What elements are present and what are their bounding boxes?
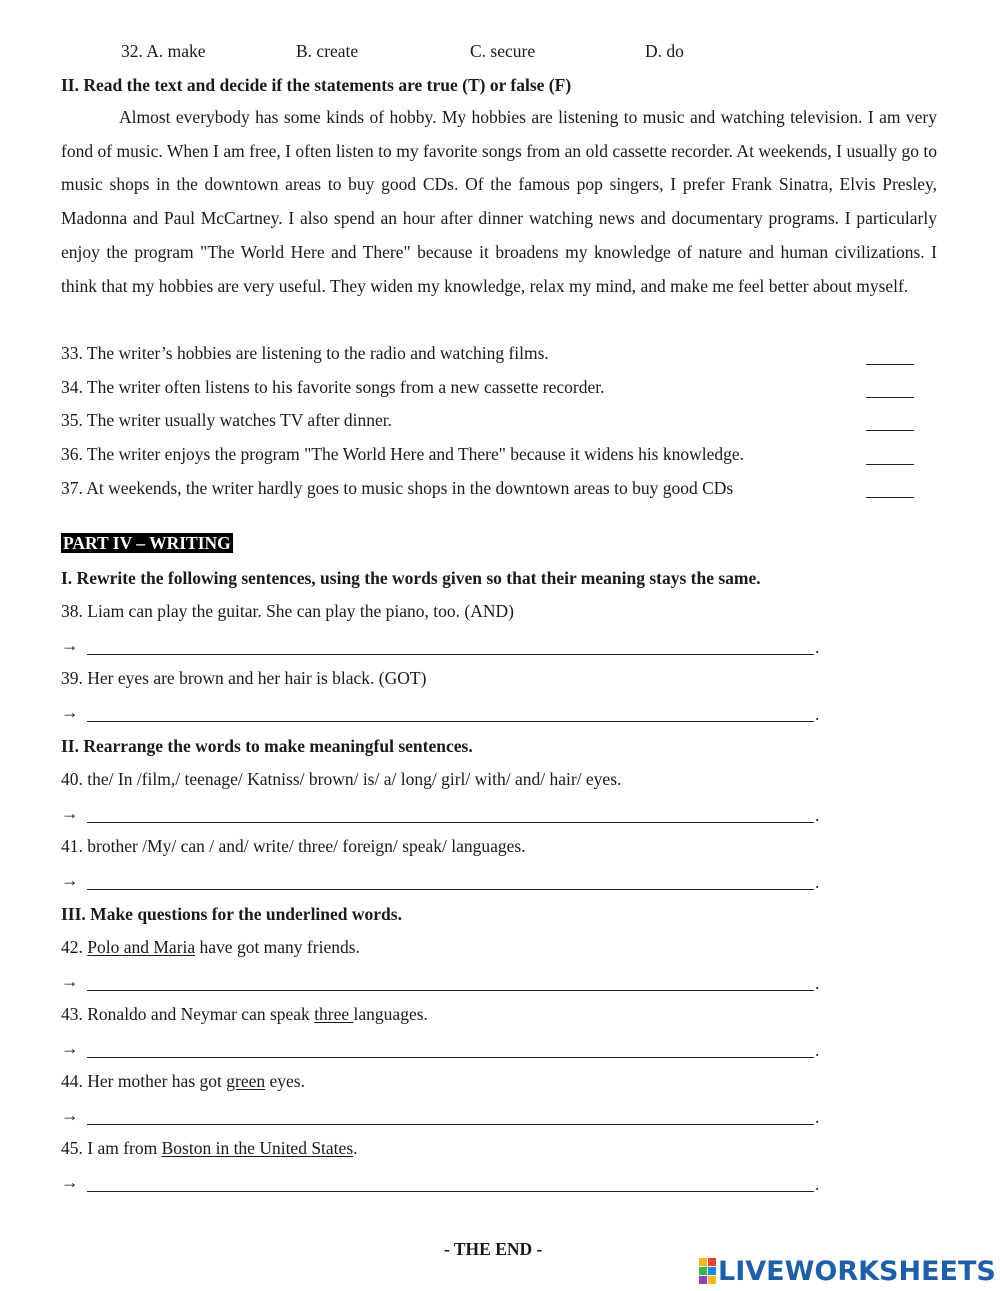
arrow-icon: → [61,702,79,722]
answer-line-43[interactable] [87,1057,814,1058]
q42-pre: 42. [61,937,88,957]
liveworksheets-logo [699,1256,996,1286]
logo-text: LIVEWORKSHEETS [718,1255,996,1287]
answer-blank-36[interactable] [866,464,914,465]
arrow-icon: → [61,1172,79,1192]
answer-period: . [815,1107,820,1127]
q44-pre: 44. Her mother has got [61,1071,227,1091]
tf-statement-34: 34. The writer often listens to his favorite songs from a new cassette recorder. [61,377,605,397]
q32-option-a: 32. A. make [121,41,206,61]
q32-option-b: B. create [296,41,359,61]
questions-heading: III. Make questions for the underlined words. [61,904,402,924]
question-44 [61,1071,305,1092]
the-end-label: - THE END - [444,1239,543,1259]
reading-passage [61,101,937,303]
answer-period: . [815,872,820,892]
tf-statement-37: 37. At weekends, the writer hardly goes to music shops in the downtown areas to buy good CDs [61,478,734,498]
q45-post: . [353,1138,358,1158]
q44-underlined: green [226,1071,266,1091]
answer-line-42[interactable] [87,990,814,991]
question-41: 41. brother /My/ can / and/ write/ three/ foreign/ speak/ languages. [61,836,526,856]
answer-blank-37[interactable] [866,497,914,498]
arrow-icon: → [61,1105,79,1125]
question-39: 39. Her eyes are brown and her hair is black. (GOT) [61,668,427,688]
answer-line-44[interactable] [87,1124,814,1125]
section-heading-true-false: II. Read the text and decide if the statements are true (T) or false (F) [61,75,572,95]
rearrange-heading: II. Rearrange the words to make meaningful sentences. [61,736,473,756]
part-iv-label: PART IV – WRITING [63,533,231,553]
answer-period: . [815,1040,820,1060]
passage-text: Almost everybody has some kinds of hobby. My hobbies are listening to music and watching television. I am very fond of music. When I am free, I often listen to my favorite songs from an old cassette recorder. At weekends, I usually go to music shops in the downtown areas to buy good CDs. Of the famous pop singers, I prefer Frank Sinatra, Elvis Presley, Madonna and Paul McCartney. I also spend an hour after dinner watching news and documentary programs. I particularly enjoy the program "The World Here and There" because it broadens my knowledge of nature and human civilizations. I think that my hobbies are very useful. They widen my knowledge, relax my mind, and make me feel better about myself. [61,107,937,296]
tf-statement-36: 36. The writer enjoys the program "The World Here and There" because it widens his knowledge. [61,444,745,464]
answer-period: . [815,973,820,993]
answer-period: . [815,637,820,657]
q45-pre: 45. I am from [61,1138,162,1158]
part-iv-heading [61,533,233,554]
question-43 [61,1004,428,1025]
answer-period: . [815,704,820,724]
rewrite-heading: I. Rewrite the following sentences, using the words given so that their meaning stays the same. [61,568,761,588]
tf-statement-35: 35. The writer usually watches TV after dinner. [61,410,392,430]
question-38: 38. Liam can play the guitar. She can play the piano, too. (AND) [61,601,514,621]
logo-icon [699,1258,716,1284]
arrow-icon: → [61,1038,79,1058]
q44-post: eyes. [265,1071,305,1091]
answer-line-41[interactable] [87,889,814,890]
tf-statement-33: 33. The writer’s hobbies are listening to the radio and watching films. [61,343,549,363]
answer-line-39[interactable] [87,721,814,722]
q32-option-d: D. do [645,41,684,61]
question-42 [61,937,360,958]
q42-underlined: Polo and Maria [87,937,196,957]
q43-pre: 43. Ronaldo and Neymar can speak [61,1004,315,1024]
answer-period: . [815,805,820,825]
question-45 [61,1138,358,1159]
q42-post: have got many friends. [195,937,360,957]
q32-option-c: C. secure [470,41,536,61]
arrow-icon: → [61,803,79,823]
q45-underlined: Boston in the United States [161,1138,354,1158]
answer-blank-34[interactable] [866,397,914,398]
arrow-icon: → [61,971,79,991]
answer-blank-33[interactable] [866,364,914,365]
answer-line-38[interactable] [87,654,814,655]
answer-period: . [815,1174,820,1194]
question-40: 40. the/ In /film,/ teenage/ Katniss/ brown/ is/ a/ long/ girl/ with/ and/ hair/ eyes. [61,769,622,789]
arrow-icon: → [61,635,79,655]
answer-line-45[interactable] [87,1191,814,1192]
q43-post: languages. [353,1004,428,1024]
arrow-icon: → [61,870,79,890]
q43-underlined: three [314,1004,354,1024]
answer-blank-35[interactable] [866,430,914,431]
answer-line-40[interactable] [87,822,814,823]
